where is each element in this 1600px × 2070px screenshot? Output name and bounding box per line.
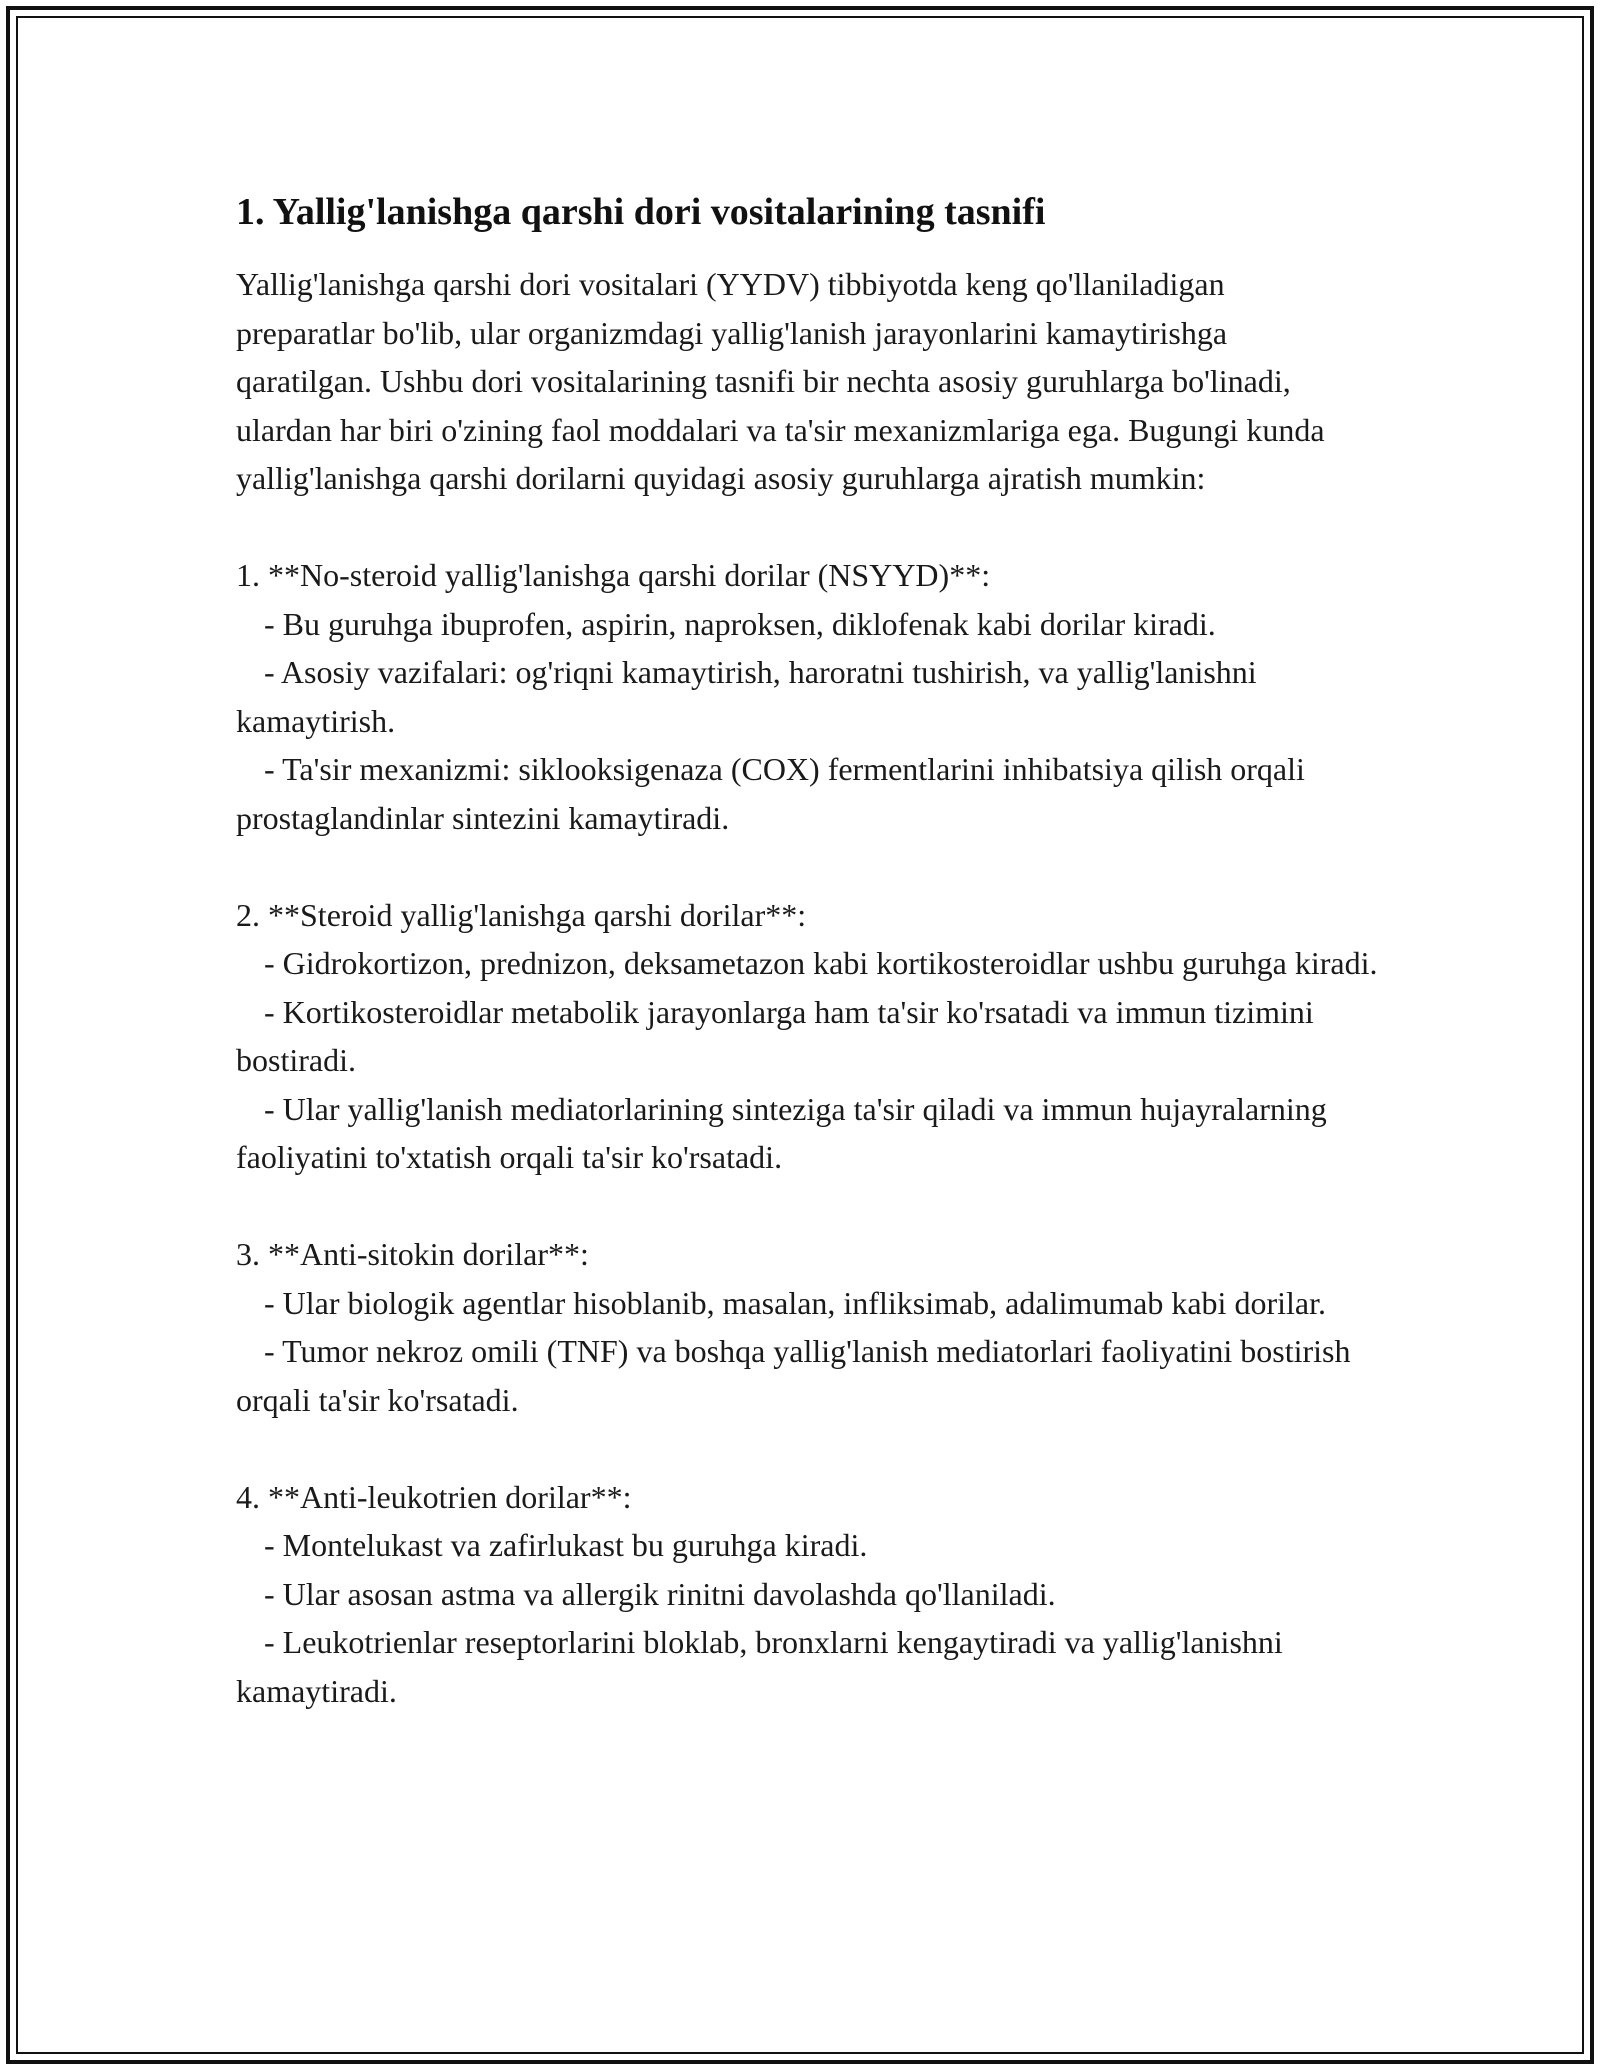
section-heading: 3. **Anti-sitokin dorilar**:	[236, 1236, 589, 1272]
section-steroid	[236, 891, 1396, 1182]
list-item: - Montelukast va zafirlukast bu guruhga kiradi.	[264, 1527, 868, 1563]
list-item: - Ular yallig'lanish mediatorlarining sinteziga ta'sir qiladi va immun hujayralarning faoliyatini to'xtatish orqali ta'sir ko'rsatadi.	[236, 1090, 1327, 1175]
section-heading: 2. **Steroid yallig'lanishga qarshi dorilar**:	[236, 896, 807, 933]
list-item: - Ular asosan astma va allergik rinitni davolashda qo'llaniladi.	[264, 1575, 1056, 1612]
list-item: - Leukotrienlar reseptorlarini bloklab, bronxlarni kengaytiradi va yallig'lanishni kamaytiradi.	[236, 1624, 1283, 1709]
list-item: - Bu guruhga ibuprofen, aspirin, naproksen, diklofenak kabi dorilar kiradi.	[264, 605, 1216, 642]
intro-paragraph: Yallig'lanishga qarshi dori vositalari (YYDV) tibbiyotda keng qo'llaniladigan preparatlar bo'lib, ular organizmdagi yallig'lanish jarayonlarini kamaytirishga qaratilgan. Ushbu dori vositalarining tasnifi bir nechta asosiy guruhlarga bo'linadi, ulardan har biri o'zining faol moddalari va ta'sir mexanizmlariga ega. Bugungi kunda yallig'lanishga qarshi dorilarni quyidagi asosiy guruhlarga ajratish mumkin:	[236, 266, 1325, 496]
list-item: - Ta'sir mexanizmi: siklooksigenaza (COX) fermentlarini inhibatsiya qilish orqali prostaglandinlar sintezini kamaytiradi.	[236, 751, 1305, 836]
section-anti-leukotriene	[236, 1473, 1396, 1716]
section-anti-cytokine	[236, 1230, 1396, 1424]
section-heading: 1. **No-steroid yallig'lanishga qarshi dorilar (NSYYD)**:	[236, 557, 991, 593]
list-item: - Ular biologik agentlar hisoblanib, masalan, infliksimab, adalimumab kabi dorilar.	[264, 1284, 1326, 1321]
section-nsaid	[236, 551, 1396, 842]
list-item: - Gidrokortizon, prednizon, deksametazon kabi kortikosteroidlar ushbu guruhga kiradi.	[264, 945, 1378, 981]
document-body	[236, 188, 1396, 1715]
section-heading: 4. **Anti-leukotrien dorilar**:	[236, 1478, 632, 1515]
list-item: - Tumor nekroz omili (TNF) va boshqa yallig'lanish mediatorlari faoliyatini bostirish orqali ta'sir ko'rsatadi.	[236, 1333, 1351, 1418]
list-item: - Kortikosteroidlar metabolik jarayonlarga ham ta'sir ko'rsatadi va immun tizimini bostiradi.	[236, 993, 1314, 1078]
list-item: - Asosiy vazifalari: og'riqni kamaytirish, haroratni tushirish, va yallig'lanishni kamaytirish.	[236, 654, 1257, 739]
document-title: 1. Yallig'lanishga qarshi dori vositalarining tasnifi	[236, 191, 1046, 233]
